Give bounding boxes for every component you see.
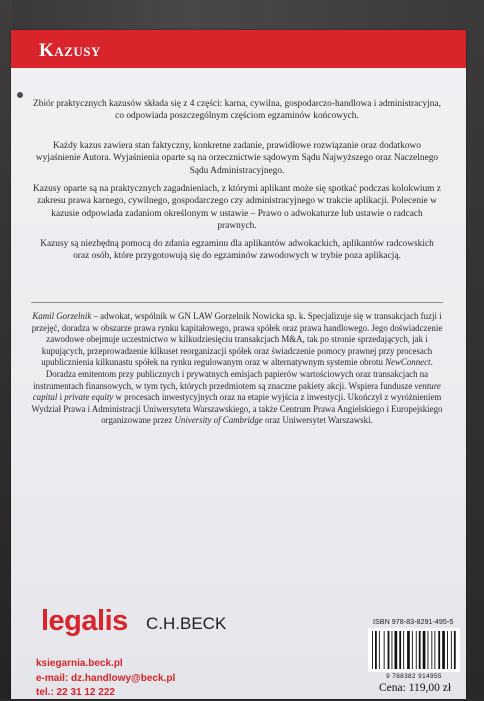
author-bio — [31, 311, 443, 427]
bio-text-3: w procesach inwestycyjnych oraz na etapie wyjścia z inwestycji. Ukończył z wyróżnieniem Wydział Prawa i Administracji Uniwersytetu Warszawskiego, a także Centrum Prawa Angielskiego i Europejskiego organizowane przez — [31, 392, 443, 426]
background-top — [0, 0, 484, 30]
isbn-label: ISBN 978-83-8291-495-5 — [373, 617, 454, 626]
bio-venture-capital: venture capital — [32, 380, 441, 403]
title-banner — [11, 30, 466, 68]
price-label: Cena: 119,00 zł — [379, 682, 452, 694]
book-back-cover — [11, 30, 466, 699]
barcode-digits: 9 788382 914955 — [386, 673, 442, 680]
bio-text-2: . Doradza emitentom przy publicznych i prywatnych emisjach papierów wartościowych oraz transakcjach na instrumentach finansowych, w tym tych, których przedmiotem są znaczne pakiety akcji. Wspiera fundusze — [33, 357, 433, 391]
series-title: Kazusy — [39, 40, 101, 61]
shop-link: ksiegarnia.beck.pl — [36, 658, 123, 669]
legalis-logo: legalis — [41, 605, 128, 637]
description-paragraph-2: Każdy kazus zawiera stan faktyczny, konkretne zadanie, prawidłowe rozwiązanie oraz dodatkowo wyjaśnienie Autora. Wyjaśnienia oparte są na orzecznictwie sądowym Sądu Najwyższego oraz Naczelnego Sądu Administracyjnego. — [35, 141, 439, 176]
author-name: Kamil Gorzelnik — [32, 311, 92, 321]
description-paragraph-3: Kazusy oparte są na praktycznych zagadnieniach, z którymi aplikant może się spotkać podczas kolokwium z zakresu prawa karnego, cywilnego, gospodarczego czy administracyjnego w trakcie aplikacji. Polecenie w kazusie odpowiada zadaniom określonym w ustawie – Prawo o adwokaturze lub ustawie o radcach prawnych. — [33, 184, 441, 232]
bio-newconnect: NewConnect — [385, 357, 431, 368]
binding-hole — [17, 92, 23, 98]
bio-text-4: oraz Uniwersytet Warszawski. — [262, 415, 373, 426]
description-paragraph-4: Kazusy są niezbędną pomocą do zdania egzaminu dla aplikantów adwokackich, aplikantów radcowskich oraz osób, które przygotowują się do egzaminów zawodowych w trybie poza aplikacją. — [40, 239, 434, 262]
chbeck-logo: C.H.BECK — [146, 614, 227, 633]
description-paragraph-1: Zbiór praktycznych kazusów składa się z 4 części: karna, cywilna, gospodarczo-handlowa i administracyjna, co odpowiada poszczególnym częściom egzaminów końcowych. — [33, 99, 441, 122]
phone-text: tel.: 22 31 12 222 — [36, 687, 115, 698]
contact-info — [36, 657, 175, 701]
bio-and: i — [57, 392, 65, 403]
background-right — [466, 0, 484, 699]
bio-cambridge: University of Cambridge — [174, 415, 263, 426]
barcode-icon — [368, 628, 460, 672]
bio-text-1: – adwokat, wspólnik w GN LAW Gorzelnik Nowicka sp. k. Specjalizuje się w transakcjach fuzji i przejęć, doradza w obszarze prawa rynku kapitałowego, prawa spółek oraz prawa handlowego. Jego doświadczenie zawodowe obejmuje uczestnictwo w kilkudziesięciu transakcjach M&A, tak po stronie sprzedających, jak i kupujących, przeprowadzenie kilkuset reorganizacji spółek oraz świadczenie pomocy prawnej przy procesach upublicznienia kilkunastu spółek na rynku regulowanym oraz w alternatywnym systemie obrotu — [31, 311, 443, 368]
bio-private-equity: private equity — [64, 392, 114, 403]
email-text: e-mail: dz.handlowy@beck.pl — [36, 672, 176, 684]
section-divider — [31, 302, 443, 303]
